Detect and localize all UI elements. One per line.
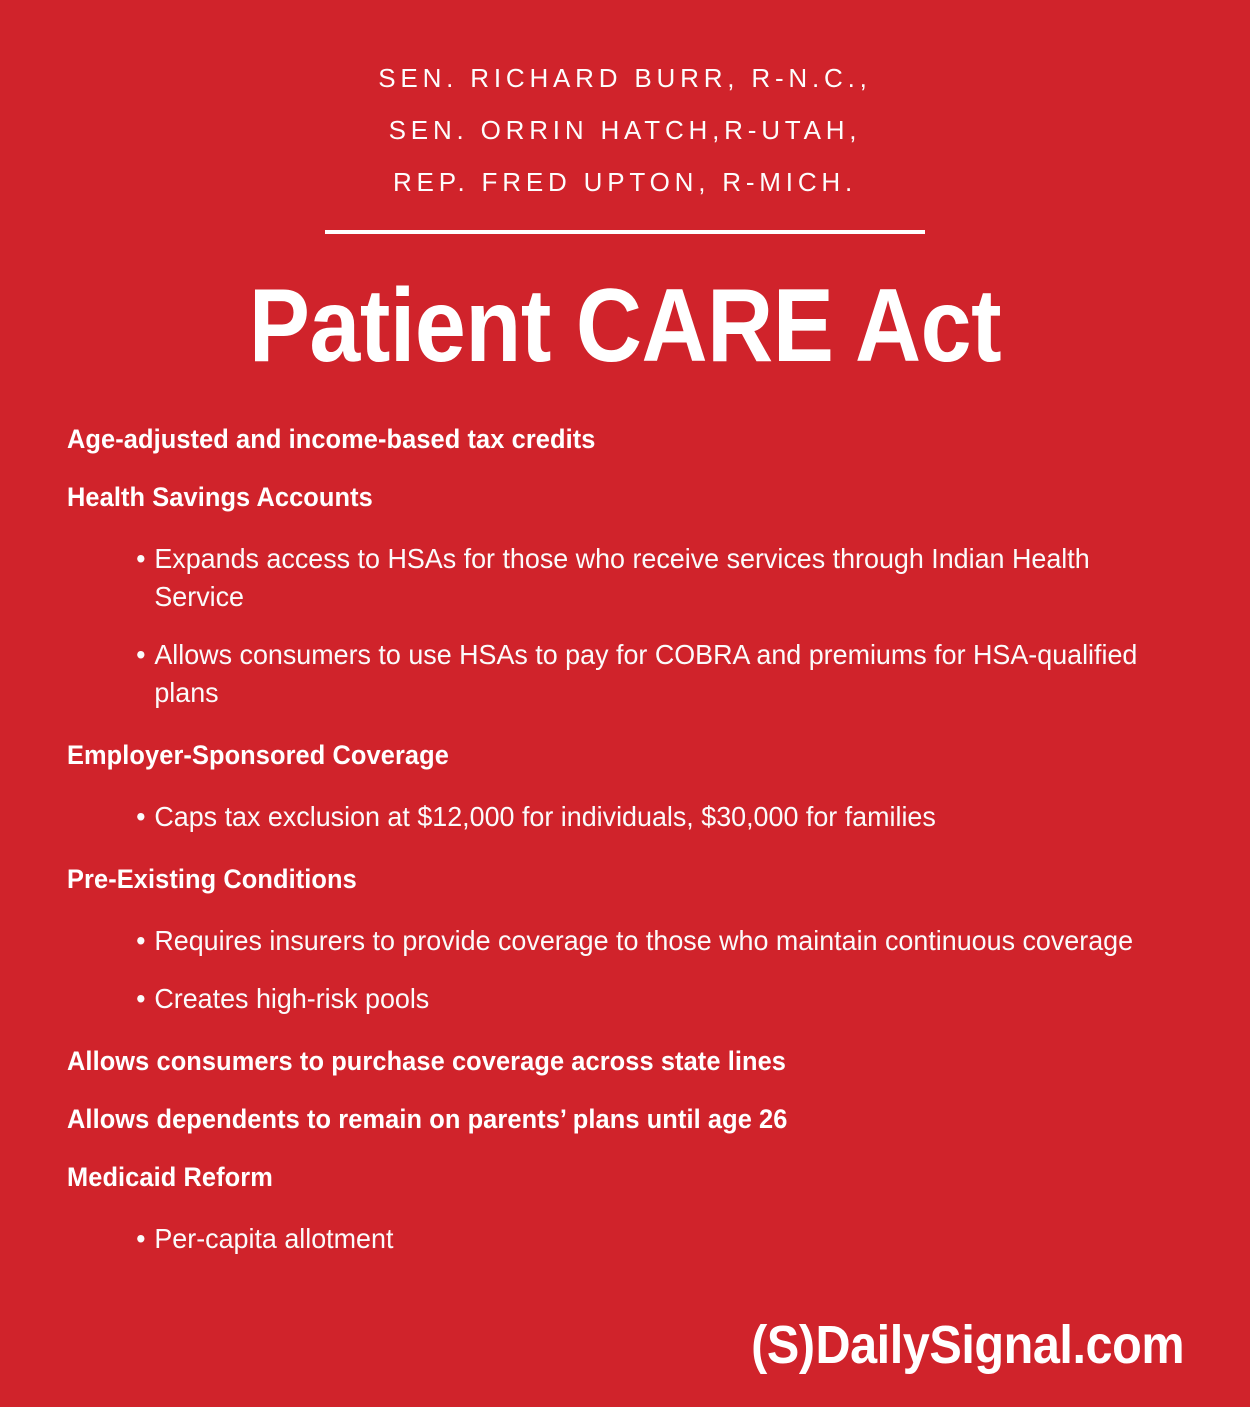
provision-section <box>67 1162 1210 1258</box>
provision-section <box>67 482 1210 712</box>
list-item <box>67 922 1164 960</box>
sponsor-header <box>0 0 1250 208</box>
dailysignal-wordmark: DailySignal.com <box>815 1315 1184 1375</box>
provision-section <box>67 1104 1210 1134</box>
bullet-text: Requires insurers to provide coverage to those who maintain continuous coverage <box>154 925 1134 956</box>
provision-section <box>67 740 1210 836</box>
section-heading: Age-adjusted and income-based tax credits <box>67 424 596 454</box>
section-heading: Allows dependents to remain on parents’ plans until age 26 <box>67 1104 788 1134</box>
dailysignal-logo <box>751 1316 1184 1374</box>
bullet-point-icon: • <box>136 639 146 670</box>
bullet-text: Per-capita allotment <box>154 1223 394 1254</box>
list-item <box>67 1220 1164 1258</box>
provision-section <box>67 864 1210 1018</box>
section-bullet-list <box>67 1220 1210 1258</box>
dailysignal-mark-icon: (S) <box>750 1315 815 1375</box>
section-heading: Allows consumers to purchase coverage across state lines <box>67 1046 787 1076</box>
provision-section <box>67 424 1210 454</box>
header-divider-container <box>0 230 1250 234</box>
section-bullet-list <box>67 540 1210 712</box>
provision-section <box>67 1046 1210 1076</box>
list-item <box>67 636 1164 712</box>
section-bullet-list <box>67 798 1210 836</box>
sponsor-line-3: REP. FRED UPTON, R-MICH. <box>392 167 858 197</box>
section-heading: Pre-Existing Conditions <box>67 864 357 894</box>
bullet-point-icon: • <box>136 1223 146 1254</box>
bullet-text: Caps tax exclusion at $12,000 for individuals, $30,000 for families <box>154 801 936 832</box>
bullet-text: Expands access to HSAs for those who receive services through Indian Health Service <box>154 543 1090 612</box>
page-title: Patient CARE Act <box>248 268 1002 384</box>
bullet-text: Creates high-risk pools <box>154 983 430 1014</box>
section-heading: Health Savings Accounts <box>67 482 373 512</box>
provisions-list <box>0 424 1250 1258</box>
sponsor-line-1: SEN. RICHARD BURR, R-N.C., <box>378 63 872 93</box>
section-heading: Employer-Sponsored Coverage <box>67 740 449 770</box>
section-bullet-list <box>67 922 1210 1018</box>
bullet-text: Allows consumers to use HSAs to pay for COBRA and premiums for HSA-qualified plans <box>154 639 1138 708</box>
bullet-point-icon: • <box>136 543 146 574</box>
bullet-point-icon: • <box>136 983 146 1014</box>
list-item <box>67 980 1164 1018</box>
header-divider <box>325 230 925 234</box>
bullet-point-icon: • <box>136 801 146 832</box>
list-item <box>67 540 1164 616</box>
section-heading: Medicaid Reform <box>67 1162 273 1192</box>
sponsor-line-2: SEN. ORRIN HATCH,R-UTAH, <box>388 115 862 145</box>
bullet-point-icon: • <box>136 925 146 956</box>
list-item <box>67 798 1164 836</box>
